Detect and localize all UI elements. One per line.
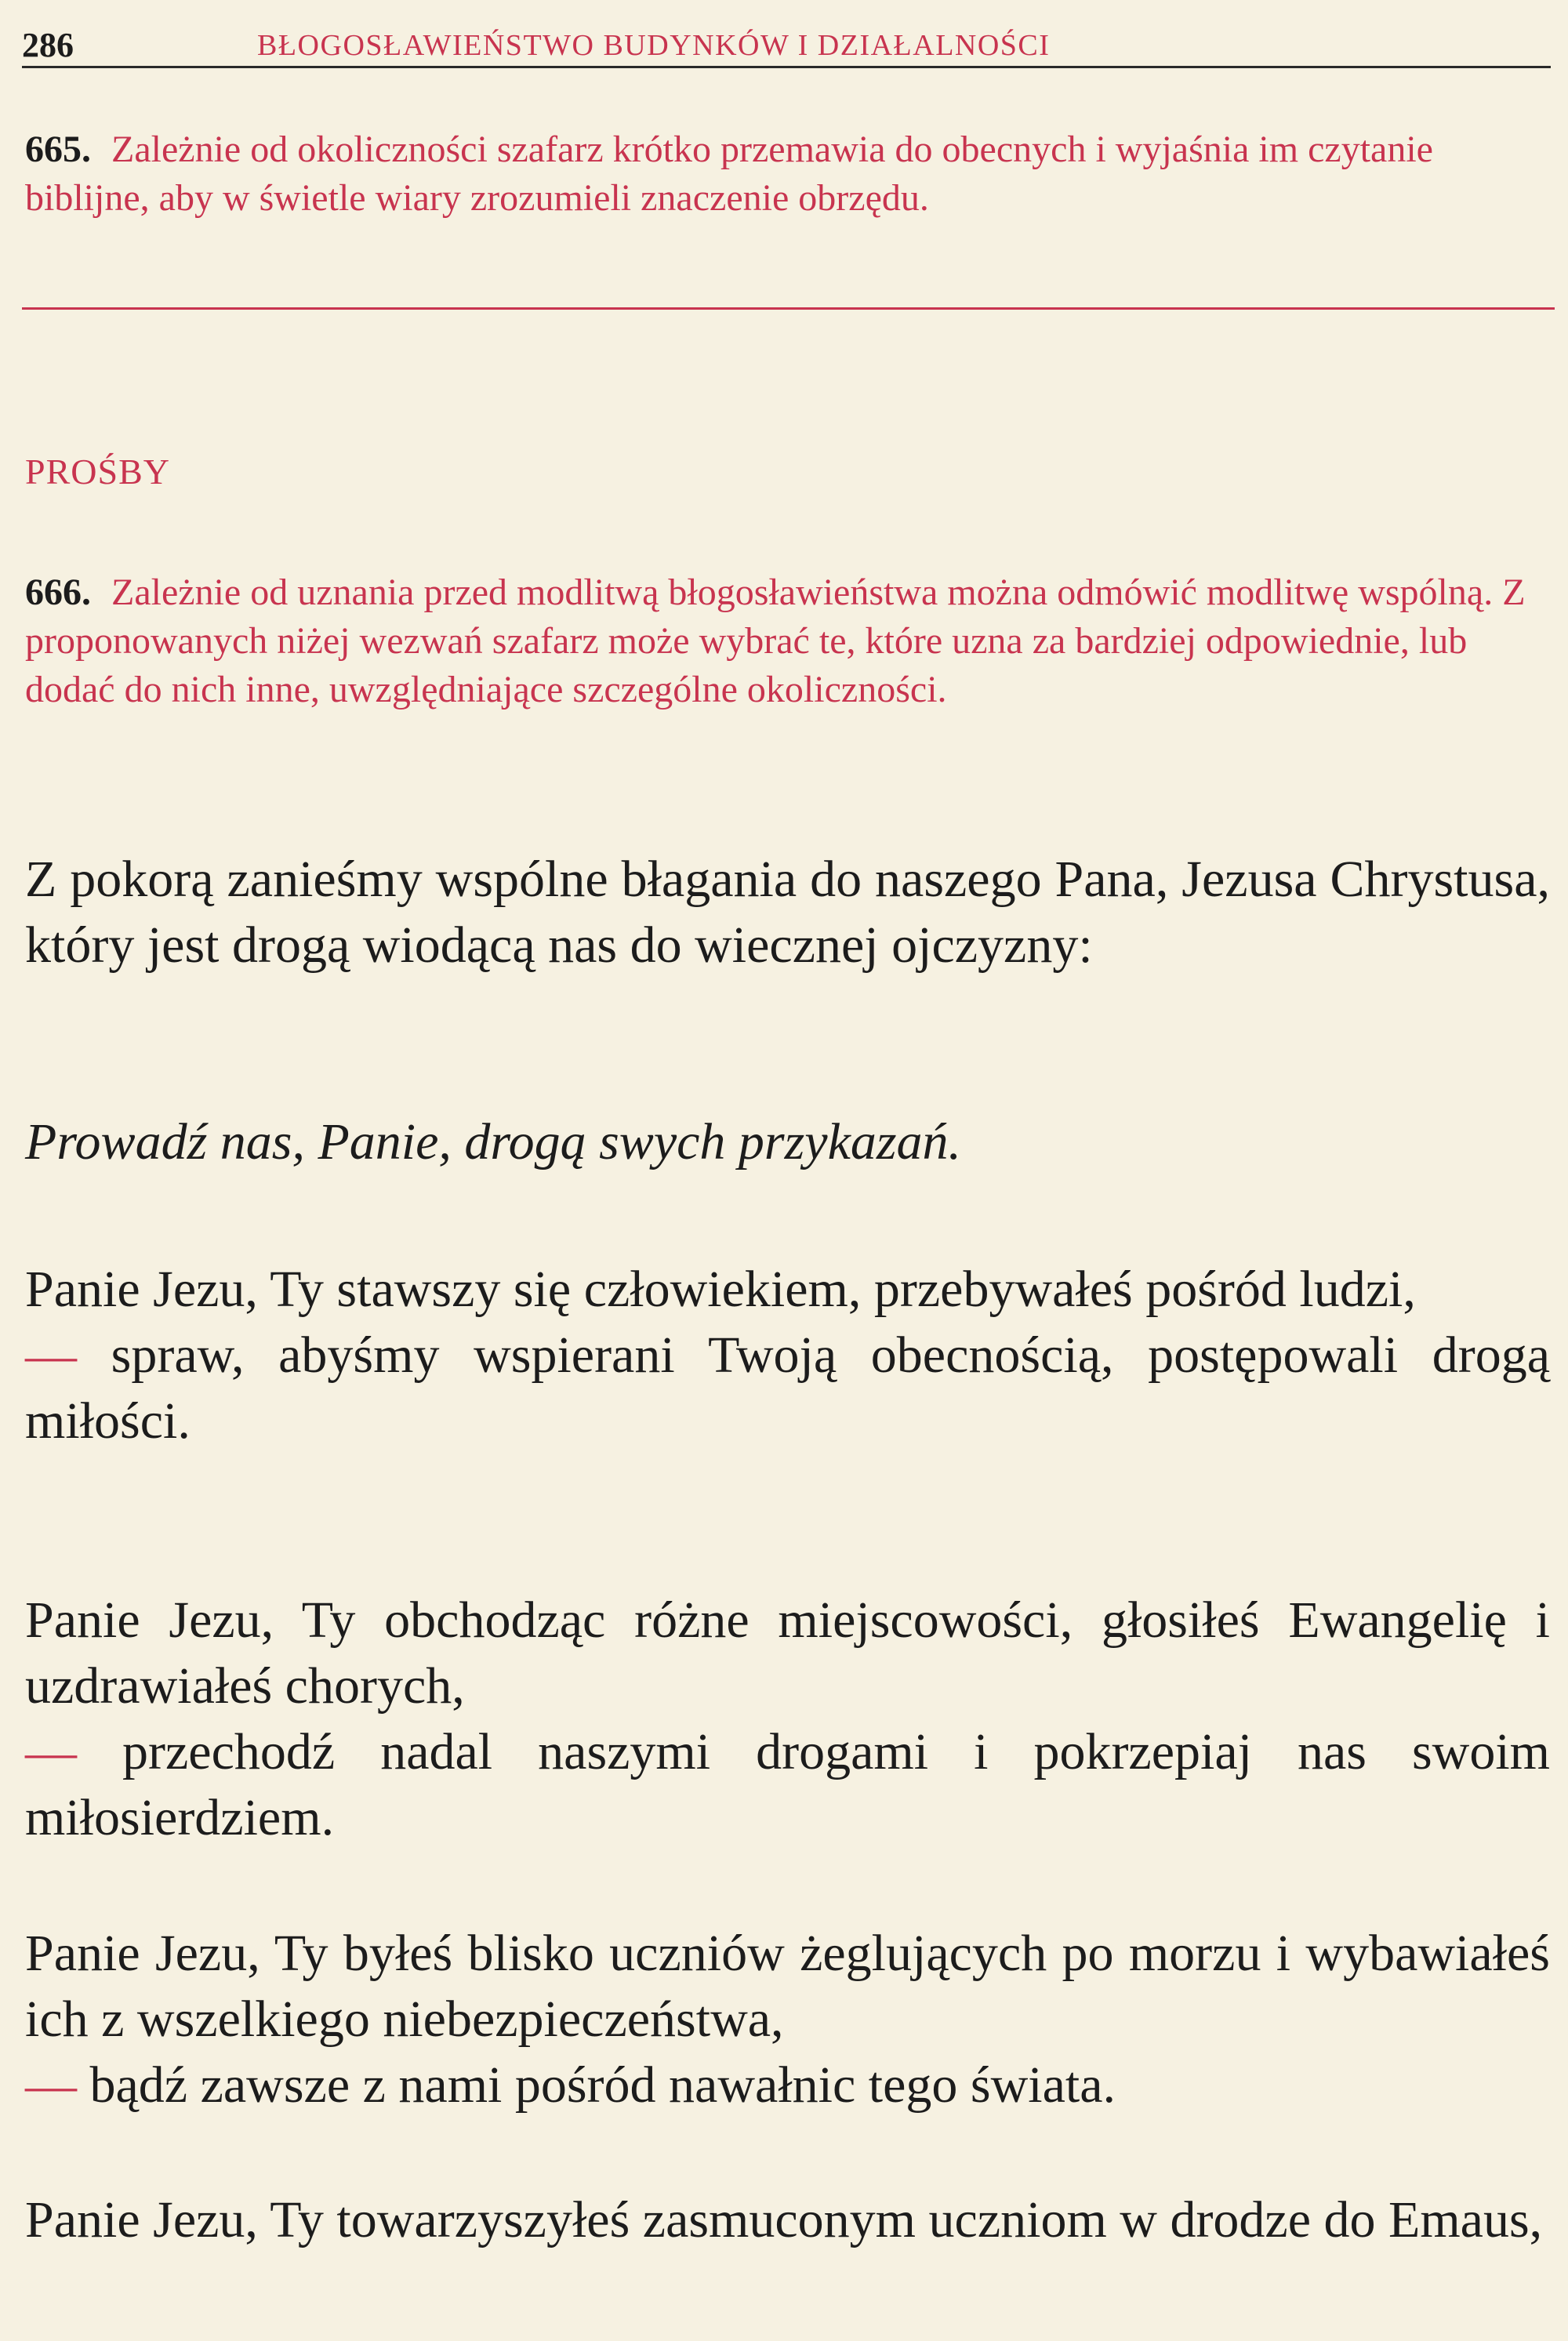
response-dash: — [25,1723,77,1780]
section-divider [22,307,1555,310]
rubric-665-text: Zależnie od okoliczności szafarz krótko przemawia do obecnych i wyjaśnia im czytanie biblijne, aby w świetle wiary zrozumieli znaczenie obrzędu. [25,129,1433,219]
running-title: BŁOGOSŁAWIEŃSTWO BUDYNKÓW I DZIAŁALNOŚCI [257,29,1051,62]
petition-3 [25,1921,1550,2118]
paragraph-number-666: 666. [25,572,91,613]
petition-2 [25,1588,1550,1851]
rubric-665 [25,125,1546,223]
response-dash: — [25,2056,77,2114]
petition-invocation: Panie Jezu, Ty towarzyszyłeś zasmuconym uczniom w drodze do Emaus, [25,2191,1543,2248]
petition-plea: bądź zawsze z nami pośród nawałnic tego świata. [89,2056,1116,2114]
rubric-666 [25,568,1546,714]
petition-plea: przechodź nadal naszymi drogami i pokrzepiaj nas swoim miłosierdziem. [25,1723,1551,1846]
petition-invocation: Panie Jezu, Ty obchodząc różne miejscowości, głosiłeś Ewangelię i uzdrawiałeś chorych, [25,1592,1550,1715]
petition-invocation: Panie Jezu, Ty byłeś blisko uczniów żeglujących po morzu i wybawiałeś ich z wszelkiego niebezpieczeństwa, [25,1925,1550,2048]
response-text: Prowadź nas, Panie, drogą swych przykazań. [25,1113,962,1170]
page-number: 286 [22,26,74,64]
petition-1 [25,1257,1550,1454]
response-dash: — [25,1327,77,1384]
section-heading-prosby: PROŚBY [25,452,170,492]
petition-plea: spraw, abyśmy wspierani Twoją obecnością, postępowali drogą miłości. [25,1327,1551,1450]
paragraph-number-665: 665. [25,129,91,170]
petition-invocation: Panie Jezu, Ty stawszy się człowiekiem, przebywałeś pośród ludzi, [25,1261,1416,1318]
page-header [22,11,1551,68]
rubric-666-text: Zależnie od uznania przed modlitwą błogosławieństwa można odmówić modlitwę wspólną. Z proponowanych niżej wezwań szafarz może wybrać te, które uzna za bardziej odpowiednie, lub dodać do nich inne, uwzględniające szczególne okoliczności. [25,572,1526,710]
petition-4 [25,2187,1550,2253]
intro-text: Z pokorą zanieśmy wspólne błagania do naszego Pana, Jezusa Chrystusa, który jest drogą wiodącą nas do wiecznej ojczyzny: [25,851,1550,974]
